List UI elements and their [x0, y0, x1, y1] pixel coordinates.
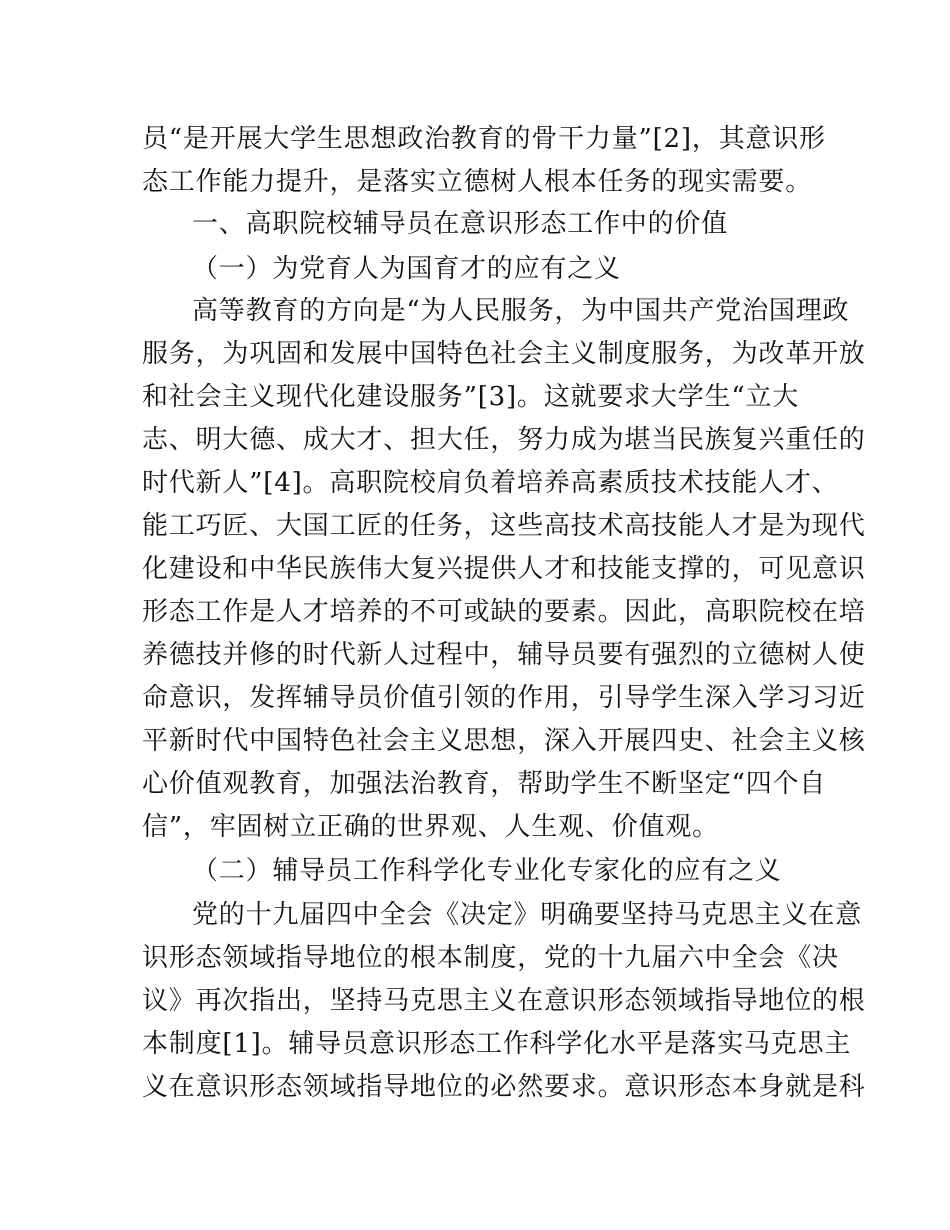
subsection-heading: （二）辅导员工作科学化专业化专家化的应有之义 [192, 856, 782, 886]
paragraph-line: 化建设和中华民族伟大复兴提供人才和技能支撑的，可见意识 [142, 554, 866, 584]
subsection-heading: （一）为党育人为国育才的应有之义 [192, 254, 621, 284]
paragraph-line: 服务，为巩固和发展中国特色社会主义制度服务，为改革开放 [142, 339, 866, 369]
paragraph-line: 信”，牢固树立正确的世界观、人生观、价值观。 [142, 812, 719, 842]
paragraph-line: 党的十九届四中全会《决定》明确要坚持马克思主义在意 [192, 900, 863, 930]
paragraph-line: 养德技并修的时代新人过程中，辅导员要有强烈的立德树人使 [142, 640, 866, 670]
paragraph-line: 志、明大德、成大才、担大任，努力成为堪当民族复兴重任的 [142, 425, 866, 455]
paragraph-line: 高等教育的方向是“为人民服务，为中国共产党治国理政 [192, 296, 850, 326]
paragraph-line: 识形态领域指导地位的根本制度，党的十九届六中全会《决 [142, 943, 839, 973]
paragraph-line: 形态工作是人才培养的不可或缺的要素。因此，高职院校在培 [142, 597, 866, 627]
paragraph-line: 命意识，发挥辅导员价值引领的作用，引导学生深入学习习近 [142, 683, 866, 713]
section-heading: 一、高职院校辅导员在意识形态工作中的价值 [192, 209, 729, 239]
paragraph-line: 平新时代中国特色社会主义思想，深入开展四史、社会主义核 [142, 726, 866, 756]
paragraph-line: 能工巧匠、大国工匠的任务，这些高技术高技能人才是为现代 [142, 511, 866, 541]
paragraph-line: 和社会主义现代化建设服务”[3]。这就要求大学生“立大 [142, 382, 800, 412]
paragraph-line: 议》再次指出，坚持马克思主义在意识形态领域指导地位的根 [142, 986, 866, 1016]
paragraph-line: 时代新人”[4]。高职院校肩负着培养高素质技术技能人才、 [142, 468, 839, 498]
paragraph-line: 态工作能力提升，是落实立德树人根本任务的现实需要。 [142, 167, 813, 197]
paragraph-line: 心价值观教育，加强法治教育，帮助学生不断坚定“四个自 [142, 769, 827, 799]
paragraph-line: 本制度[1]。辅导员意识形态工作科学化水平是落实马克思主 [142, 1029, 852, 1059]
paragraph-line: 义在意识形态领域指导地位的必然要求。意识形态本身就是科 [142, 1072, 866, 1102]
paragraph-line: 员“是开展大学生思想政治教育的骨干力量”[2]，其意识形 [142, 124, 826, 154]
